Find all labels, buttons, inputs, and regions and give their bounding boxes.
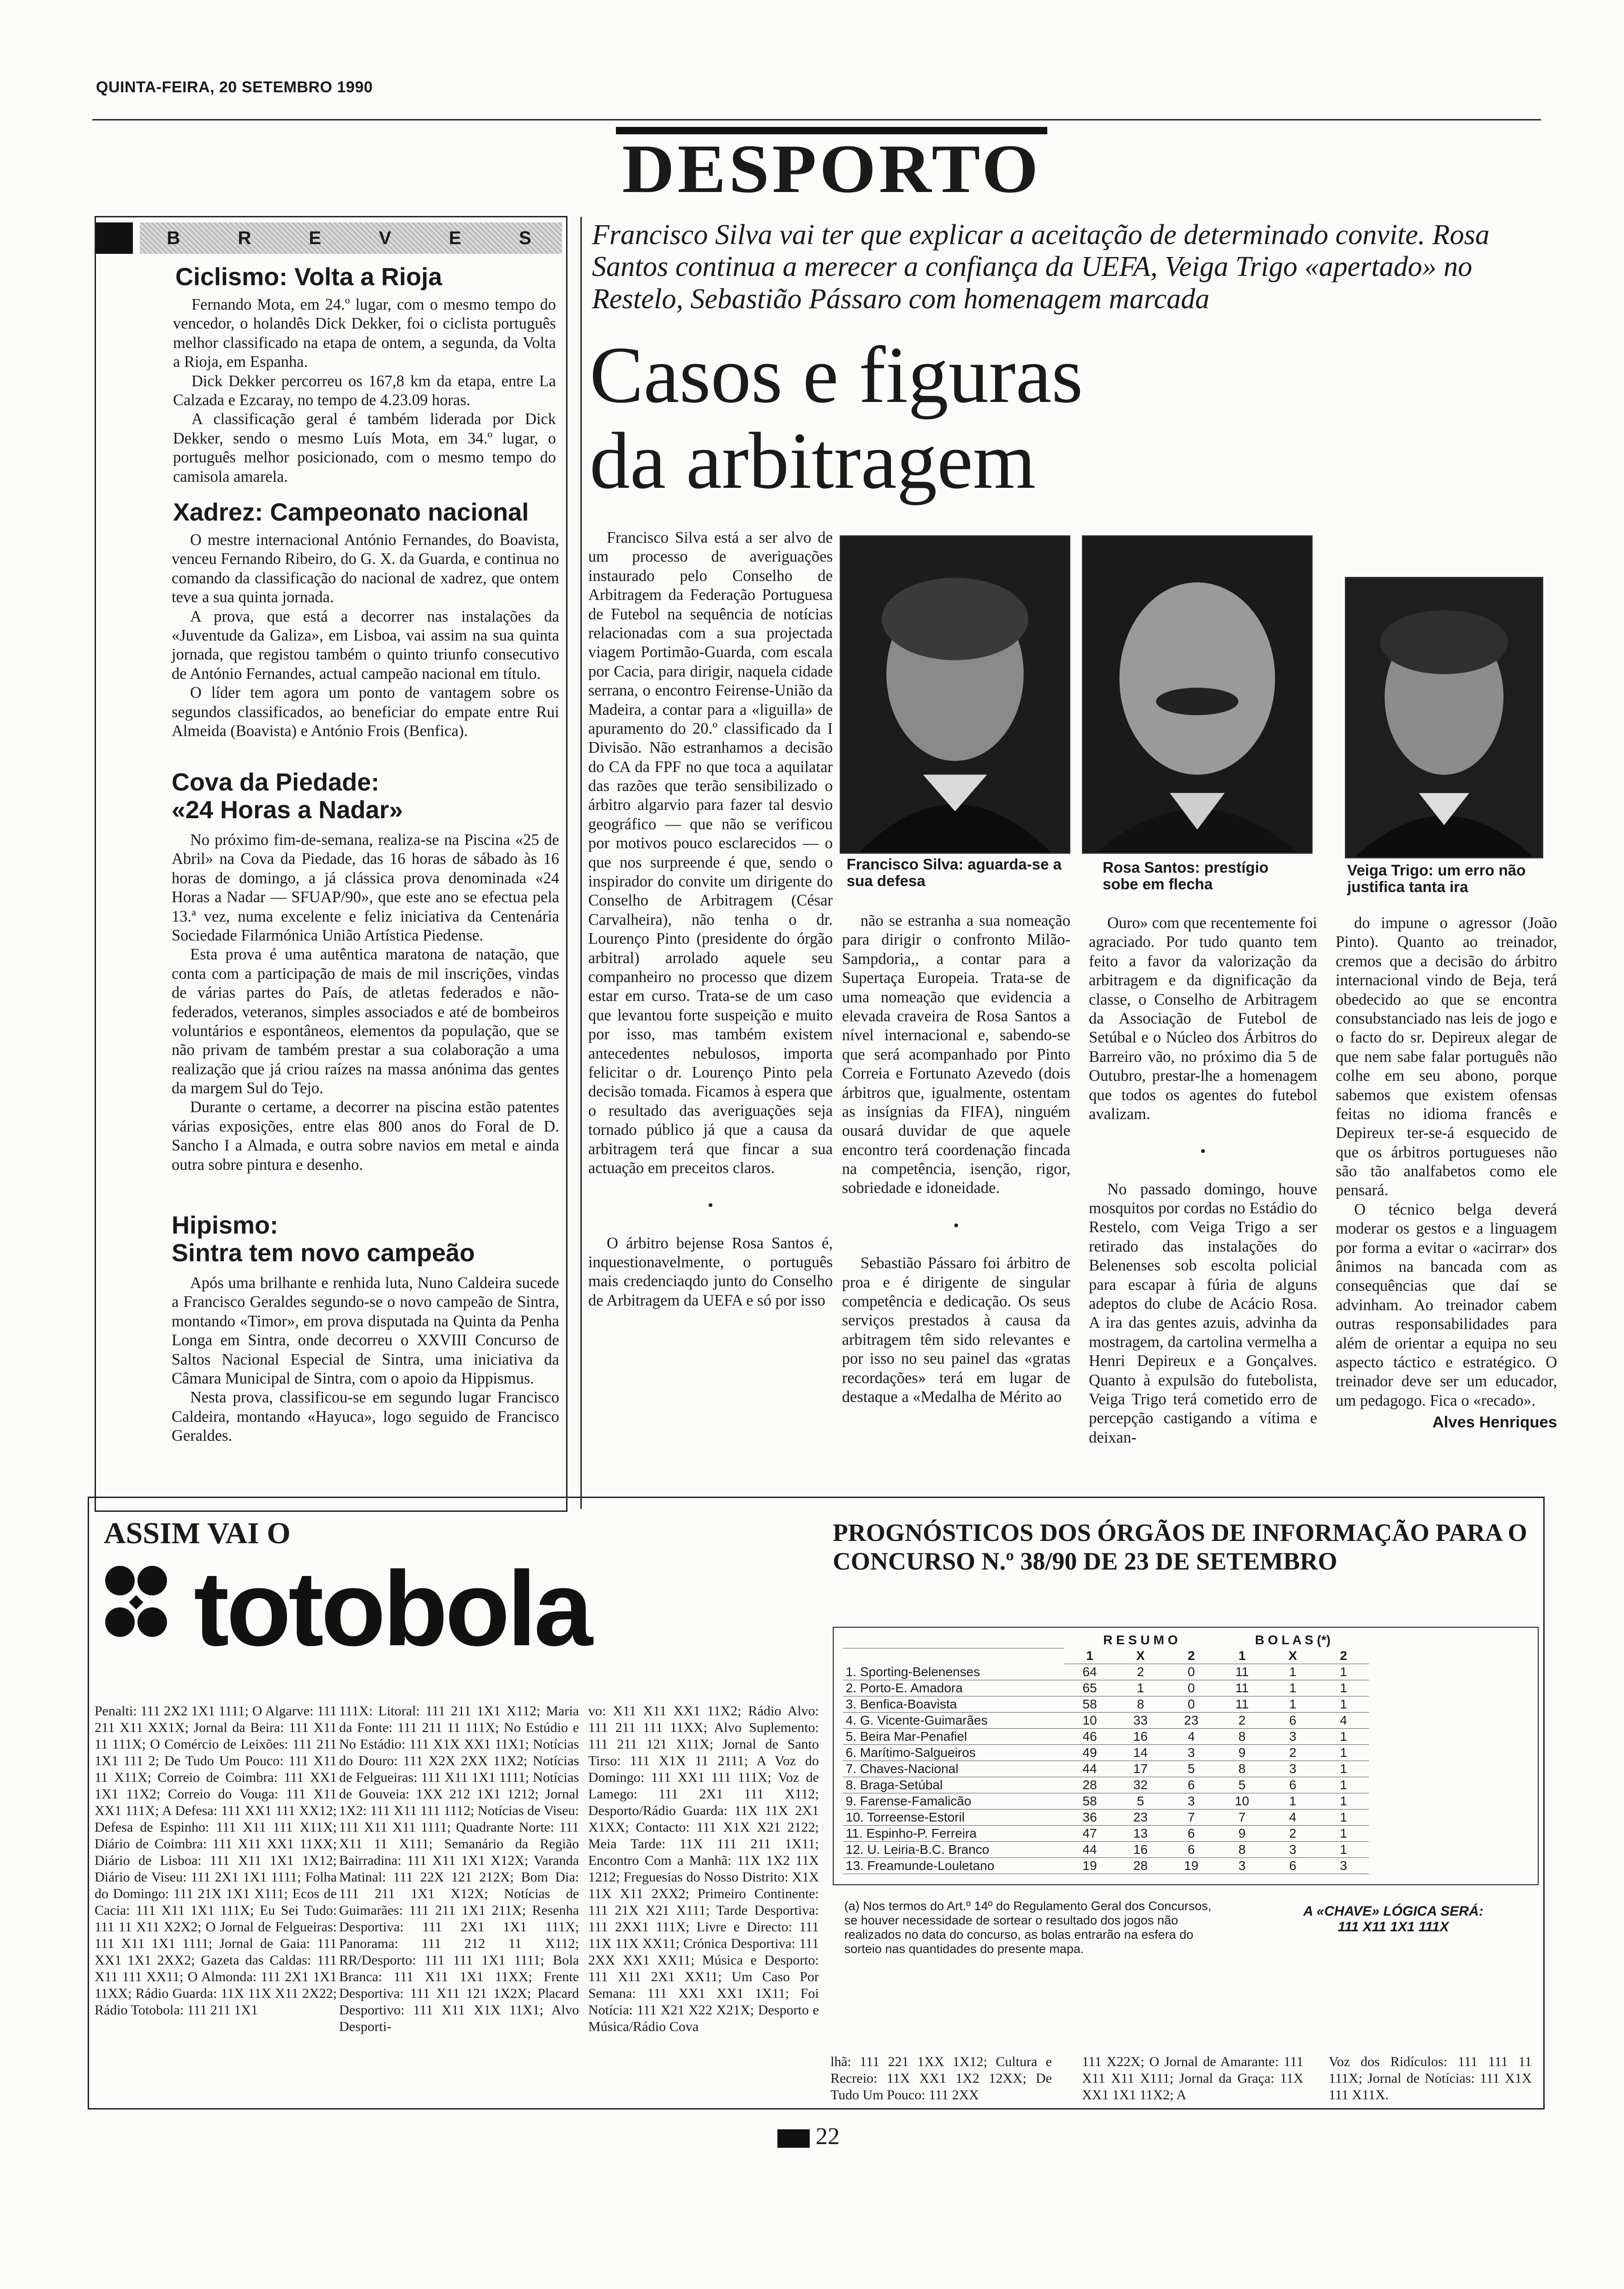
table-cell-value: 7 [1166,1810,1217,1826]
table-cell-value: 46 [1064,1729,1115,1745]
table-cell-value: 58 [1064,1696,1115,1713]
table-cell-value: 14 [1115,1745,1166,1761]
breves-banner [96,222,565,254]
table-col-header: X [1115,1648,1166,1664]
banner-letter: E [449,228,465,248]
brief-title-line: «24 Horas a Nadar» [172,796,403,824]
table-cell-value: 5 [1166,1761,1217,1777]
table-cell-team: 4. G. Vicente-Guimarães [843,1713,1064,1729]
table-cell-value: 1 [1318,1793,1369,1810]
headline-line: Casos e figuras [590,330,1083,419]
table-cell-value: 32 [1115,1777,1166,1793]
table-row [843,1680,1369,1696]
brief-body-xadrez [172,531,559,741]
table-cell-value: 7 [1217,1810,1267,1826]
table-cell-value: 8 [1217,1842,1267,1858]
chave-value: 111 X11 1X1 111X [1337,1919,1449,1935]
brief-body-hipismo [172,1274,559,1446]
listing-col-b: 111X: Litoral: 111 211 1X1 X112; Maria da Fonte: 111 211 11 111X; No Estúdio e No Estádio: 111 X1X XX1 11X1; Notícias do Douro: 111 X2X 2XX 11X2; Notícias de Felgueiras: 111 X11 1X1 1111; Notícias de Gouveia: 1XX 212 1X1 1212; Jornal 1X2: 111 X11 111 1112; Notícias de Viseu: 111 X11 X11 1111; Quadrante Norte: 111 X11 11 X111; Semanário da Região Bairradina: 111 X11 1X1 X12X; Varanda Matinal: 111 22X 121 212X; Bom Dia: 111 211 1X1 X12X; Notícias de Guimarães: 111 211 1X1 211X; Resenha Desportiva: 111 2X1 1X1 111X; Panorama: 111 212 11 X112; RR/Desporto: 111 111 1X1 1111; Bola Branca: 111 X11 1X1 11XX; Frente Desportiva: 111 X11 121 1X2X; Placard Desportivo: 111 X11 X1X 11X1; Alvo Desporti- [339,1703,579,2034]
brief-paragraph: Nesta prova, classificou-se em segundo lugar Francisco Caldeira, montando «Hayuca», logo seguido de Francisco Geraldes. [172,1389,559,1445]
table-cell-value: 0 [1166,1680,1217,1696]
banner-letter: B [167,228,184,248]
photo-caption: Francisco Silva: aguarda-se a sua defesa [847,856,1062,890]
separator-dot: • [707,1197,714,1215]
table-row [843,1664,1369,1680]
banner-letter: S [519,228,535,248]
table-cell-value: 1 [1318,1696,1369,1713]
totobola-logo [102,1553,775,1664]
column-divider [580,217,582,1509]
table-cell-team: 7. Chaves-Nacional [843,1761,1064,1777]
table-cell-value: 44 [1064,1842,1115,1858]
table-cell-value: 16 [1115,1729,1166,1745]
table-cell-value: 1 [1318,1761,1369,1777]
table-cell-value: 0 [1166,1664,1217,1680]
section-title [616,127,1047,205]
prognosticos-rows [843,1664,1369,1874]
separator-dot: • [1200,1143,1206,1161]
table-cell-value: 6 [1166,1842,1217,1858]
photo-caption: Rosa Santos: prestígio sobe em flecha [1103,859,1269,893]
table-cell-value: 58 [1064,1793,1115,1810]
article-paragraph: O técnico belga deverá moderar os gestos e a linguagem por forma a evitar o «acirrar» dos ânimos na bancada com as consequências que daí se advinham. Ao treinador cabem outras responsabilidades para além de orientar a equipa no seu aspecto táctico e estratégico. O treinador deve ser um educador, um pedagogo. Fica o «recado». [1336,1200,1557,1409]
listing-col-f: Voz dos Ridículos: 111 111 11 111X; Jornal de Notícias: 111 X1X 111 X11X. [1329,2054,1532,2103]
table-cell-value: 64 [1064,1664,1115,1680]
prognosticos-table-box [833,1627,1539,1885]
table-cell-value: 17 [1115,1761,1166,1777]
table-row [843,1793,1369,1810]
table-cell-value: 1 [1267,1696,1318,1713]
table-cell-value: 8 [1115,1696,1166,1713]
table-cell-value: 65 [1064,1680,1115,1696]
table-cell-value: 1 [1318,1777,1369,1793]
table-cell-value: 3 [1166,1793,1217,1810]
table-cell-value: 16 [1115,1842,1166,1858]
table-row [843,1761,1369,1777]
table-cell-value: 1 [1267,1793,1318,1810]
table-cell-value: 6 [1267,1858,1318,1874]
table-cell-value: 1 [1318,1826,1369,1842]
table-cell-value: 8 [1217,1761,1267,1777]
table-cell-value: 4 [1267,1810,1318,1826]
table-row [843,1810,1369,1826]
photo-rosa-santos [1082,535,1313,854]
article-paragraph: Ouro» com que recentemente foi agraciado. Por tudo quanto tem feito a favor da valorização da arbitragem e da dignificação da classe, o Conselho de Arbitragem da Associação de Futebol de Setúbal e o Núcleo dos Árbitros do Barreiro vão, no próximo dia 5 de Outubro, prestar-lhe a homenagem que todos os agentes do futebol avalizam. [1089,914,1317,1123]
brief-paragraph: Dick Dekker percorreu os 167,8 km da etapa, entre La Calzada e Ezcaray, no tempo de 4.23.09 horas. [173,372,556,409]
table-cell-team: 1. Sporting-Belenenses [843,1664,1064,1680]
table-row [843,1745,1369,1761]
article-col-3 [1089,914,1317,1447]
brief-title-line: Hipismo: [172,1211,279,1239]
brief-paragraph: Durante o certame, a decorrer na piscina estão patentes várias exposições, entre elas 800 anos do Foral de D. Sancho I a Almada, e outra sobre navios em metal e ainda outra sobre pintura e desenho. [172,1098,559,1174]
table-cell-value: 1 [1115,1680,1166,1696]
table-cell-value: 3 [1267,1729,1318,1745]
table-col-header: 1 [1064,1648,1115,1664]
dn-logo-icon [777,2129,810,2148]
table-cell-value: 4 [1318,1713,1369,1729]
table-row [843,1842,1369,1858]
table-cell-value: 1 [1267,1680,1318,1696]
table-cell-value: 1 [1318,1729,1369,1745]
photo-francisco-silva [840,535,1070,854]
brief-paragraph: Após uma brilhante e renhida luta, Nuno Caldeira sucede a Francisco Geraldes segundo-se o novo campeão de Sintra, montando «Timor», em prova disputada na Quinta da Penha Longa em Sintra, onde decorreu o XXVIII Concurso de Saltos Nacional Especial de Sintra, uma iniciativa da Câmara Municipal de Sintra, com o apoio da Hippismus. [172,1274,559,1387]
table-row [843,1729,1369,1745]
banner-letter: V [379,228,395,248]
photo-caption: Veiga Trigo: um erro não justifica tanta ira [1347,862,1526,896]
table-cell-value: 3 [1267,1842,1318,1858]
table-col-header: 1 [1217,1648,1267,1664]
brief-title-line: Cova da Piedade: [172,768,380,796]
portrait-icon [1083,536,1312,853]
table-row [843,1713,1369,1729]
table-cell-value: 2 [1217,1713,1267,1729]
table-cell-value: 2 [1267,1745,1318,1761]
table-cell-team: 5. Beira Mar-Penafiel [843,1729,1064,1745]
brief-title-hipismo [172,1211,559,1267]
brief-paragraph: Esta prova é uma autêntica maratona de natação, que conta com a participação de mais de mil inscrições, vindas de várias partes do País, de atletas federados e não-federados, veteranos, simples associados e até de bombeiros voluntários e espontâneos, elementos da população, que se não privam de também prestar a sua colaboração a uma realização que já criou raízes na massa anónima das gentes da margem Sul do Tejo. [172,946,559,1097]
article-col-4 [1336,914,1557,1432]
table-cell-value: 1 [1318,1680,1369,1696]
table-cell-value: 49 [1064,1745,1115,1761]
table-cell-value: 11 [1217,1664,1267,1680]
prognosticos-table [843,1632,1369,1874]
table-cell-team: 8. Braga-Setúbal [843,1777,1064,1793]
table-cell-value: 9 [1217,1745,1267,1761]
table-cell-team: 9. Farense-Famalicão [843,1793,1064,1810]
table-cell-value: 1 [1318,1842,1369,1858]
article-paragraph: O árbitro bejense Rosa Santos é, inquestionavelmente, o português mais credenciaqdo junto do Conselho de Arbitragem da UEFA e só por isso [588,1234,833,1309]
table-cell-value: 2 [1115,1664,1166,1680]
article-paragraph: Sebastião Pássaro foi árbitro de proa e é dirigente de singular competência e dedicação. Os seus serviços prestados à causa da arbitragem têm sido relevantes e por isso no seu painel das «gratas recordações» terá em lugar de destaque a «Medalha de Mérito ao [842,1254,1070,1406]
table-col-header: X [1267,1648,1318,1664]
table-cell-team: 10. Torreense-Estoril [843,1810,1064,1826]
chave-block [1246,1904,1541,1935]
table-cell-value: 44 [1064,1761,1115,1777]
portrait-icon [1346,578,1542,857]
table-cell-value: 1 [1318,1664,1369,1680]
footnote: (a) Nos termos do Art.º 14º do Regulamento Geral dos Concursos, se houver necessidade de sortear o resultado dos jogos não realizados no data do concurso, as bolas entrarão na esfera do sorteio nas quantidades do presente mapa. [844,1899,1212,1956]
table-cell-value: 19 [1166,1858,1217,1874]
table-cell-value: 11 [1217,1696,1267,1713]
article-lead: Francisco Silva vai ter que explicar a aceitação de determinado convite. Rosa Santos continua a merecer a confiança da UEFA, Veiga Trigo «apertado» no Restelo, Sebastião Pássaro com homenagem marcada [592,219,1490,315]
table-cell-value: 6 [1166,1777,1217,1793]
brief-body-cova [172,831,559,1174]
brief-title-cova [172,768,559,824]
table-cell-value: 1 [1318,1745,1369,1761]
listing-col-c: vo: X11 X11 XX1 11X2; Rádio Alvo: 111 211 111 11XX; Alvo Suplemento: 111 211 121 X11X; Jornal de Santo Tirso: 111 X1X 11 2111; A Voz do Domingo: 111 XX1 111 111X; Voz de Lamego: 111 2X1 111 X112; Desporto/Rádio Guarda: 11X 11X 2X1 X1XX; Contacto: 111 X1X X21 2122; Meia Tarde: 11X 111 211 1X11; Encontro Com a Manhã: 11X 1X2 11X 1212; Freguesias do Nosso Distrito: X1X 11X X11 2XX2; Primeiro Continente: 111 21X X21 X111; Tarde Desportiva: 111 2XX1 111X; Livre e Directo: 111 11X 11X XX11; Crónica Desportiva: 111 2XX XX1 XX11; Música e Desporto: 111 X11 2X1 XX11; Um Caso Por Semana: 111 XX1 XX1 1X11; Foi Notícia: 111 X21 X22 X21X; Desporto e Música/Rádio Cova [588,1703,819,2034]
brief-body-ciclismo [173,295,556,486]
brief-paragraph: Fernando Mota, em 24.º lugar, com o mesmo tempo do vencedor, o holandês Dick Dekker, foi o ciclista português melhor classificado na etapa de ontem, a segunda, da Volta a Rioja, em Espanha. [173,296,556,371]
table-cell-team: 13. Freamunde-Louletano [843,1858,1064,1874]
table-cell-value: 9 [1217,1826,1267,1842]
table-col-header: 2 [1318,1648,1369,1664]
table-cell-value: 11 [1217,1680,1267,1696]
table-cell-value: 2 [1267,1826,1318,1842]
table-cell-value: 6 [1267,1713,1318,1729]
article-col-1 [588,528,833,1310]
page-number-block [777,2123,840,2150]
table-cell-value: 10 [1064,1713,1115,1729]
table-cell-team: 12. U. Leiria-B.C. Branco [843,1842,1064,1858]
table-cell-value: 33 [1115,1713,1166,1729]
table-cell-value: 4 [1166,1729,1217,1745]
header-rule [92,119,1541,120]
table-cell-value: 1 [1318,1810,1369,1826]
prognosticos-title: PROGNÓSTICOS DOS ÓRGÃOS DE INFORMAÇÃO PARA O CONCURSO N.º 38/90 DE 23 DE SETEMBRO [833,1519,1528,1576]
table-cell-value: 28 [1115,1858,1166,1874]
table-group-resumo: R E S U M O [1103,1633,1178,1647]
table-cell-team: 2. Porto-E. Amadora [843,1680,1064,1696]
portrait-icon [841,536,1069,853]
brief-paragraph: No próximo fim-de-semana, realiza-se na Piscina «25 de Abril» na Cova da Piedade, das 16 horas de sábado às 16 horas de domingo, a já clássica prova denominada «24 Horas a Nadar — SFUAP/90», que este ano se efectua pela 13.ª vez, numa excelente e feliz iniciativa da Centenária Sociedade Filarmónica União Artística Piedense. [172,831,559,944]
table-cell-value: 23 [1166,1713,1217,1729]
table-cell-value: 3 [1267,1761,1318,1777]
brief-paragraph: A classificação geral é também liderada por Dick Dekker, sendo o mesmo Luís Mota, em 34.º lugar, o português melhor posicionado, com o mesmo tempo do camisola amarela. [173,410,556,485]
article-col-2 [842,911,1070,1407]
table-cell-team: 11. Espinho-P. Ferreira [843,1826,1064,1842]
table-cell-team: 6. Marítimo-Salgueiros [843,1745,1064,1761]
banner-letter: E [309,228,325,248]
table-cell-value: 5 [1115,1793,1166,1810]
chave-label: A «CHAVE» LÓGICA SERÁ: [1303,1904,1484,1919]
table-cell-value: 1 [1267,1664,1318,1680]
article-paragraph: No passado domingo, houve mosquitos por cordas no Estádio do Restelo, com Veiga Trigo a ser retirado das instalações do Belenenses sob escolta policial para escapar à fúria de alguns adeptos do clube de Acácio Rosa. A ira das gentes azuis, advinha da mostragem, da cartolina vermelha a Henri Depireux e a Gonçalves. Quanto à expulsão do futebolista, Veiga Trigo terá cometido erro de percepção castigando a vítima e deixan- [1089,1180,1317,1446]
header-date: QUINTA-FEIRA, 20 SETEMBRO 1990 [96,78,373,96]
section-title-text: DESPORTO [622,131,1041,207]
banner-block [96,222,133,254]
banner-letters [140,222,562,254]
article-paragraph: do impune o agressor (João Pinto). Quanto ao treinador, cremos que a decisão do árbitro internacional vindo de Beja, terá obedecido ao que se encontra consubstanciado nas leis de jogo e o facto do sr. Depireux alegar de que nem sabe falar português não colhe em seu abono, porque sabemos que existem ofensas feitas no idioma francês e Depireux ter-se-á esquecido de que os árbitros portugueses não são tão analfabetos como ele pensará. [1336,914,1557,1199]
totobola-assim: ASSIM VAI O [104,1516,291,1550]
brief-title-line: Sintra tem novo campeão [172,1239,475,1267]
brief-paragraph: O líder tem agora um ponto de vantagem sobre os segundos classificados, ao beneficiar do empate entre Rui Almeida (Boavista) e António Frois (Benfica). [172,684,559,740]
brief-paragraph: O mestre internacional António Fernandes, do Boavista, venceu Fernando Ribeiro, do G. X. da Guarda, e continua no comando da classificação do nacional de xadrez, que ontem teve a sua quinta jornada. [172,531,559,606]
separator-dot: • [953,1216,959,1234]
totobola-logo-icon [102,1553,775,1664]
table-group-bolas: B O L A S (*) [1255,1633,1331,1647]
table-cell-value: 28 [1064,1777,1115,1793]
totobola-logo-text: totobola [194,1553,590,1664]
table-cell-team: 3. Benfica-Boavista [843,1696,1064,1713]
table-cell-value: 8 [1217,1729,1267,1745]
table-cell-value: 19 [1064,1858,1115,1874]
table-cell-value: 6 [1166,1826,1217,1842]
brief-paragraph: A prova, que está a decorrer nas instalações da «Juventude da Galiza», em Lisboa, vai assim na sua quinta jornada, que registou também o quinto triunfo consecutivo de António Fernandes, actual campeão nacional em título. [172,607,559,683]
table-row [843,1858,1369,1874]
table-col-header: 2 [1166,1648,1217,1664]
article-paragraph: não se estranha a sua nomeação para dirigir o confronto Milão-Sampdoria,, a contar para a Supertaça Europeia. Trata-se de uma nomeação que evidencia a elevada craveira de Rosa Santos a nível internacional e, sabendo-se que será acompanhado por Pinto Correia e Fortunato Azevedo (dois árbitros que, igualmente, ostentam as insígnias da FIFA), ninguém ousará duvidar de que aquele encontro terá coordenação fincada na competência, isenção, rigor, sobriedade e idoneidade. [842,912,1070,1197]
table-cell-value: 10 [1217,1793,1267,1810]
table-cell-value: 36 [1064,1810,1115,1826]
headline-line: da arbitragem [590,415,1036,505]
table-row [843,1826,1369,1842]
table-cell-value: 6 [1267,1777,1318,1793]
article-byline: Alves Henriques [1432,1414,1557,1432]
article-headline [590,332,1236,503]
table-cell-value: 5 [1217,1777,1267,1793]
brief-title-ciclismo: Ciclismo: Volta a Rioja [175,263,442,291]
photo-veiga-trigo [1345,577,1543,858]
table-row [843,1777,1369,1793]
banner-letter: R [238,228,255,248]
article-paragraph: Francisco Silva está a ser alvo de um processo de averiguações instaurado pelo Conselho de Arbitragem da Federação Portuguesa de Futebol na sequência de notícias relacionadas com a sua projectada viagem Portimão-Guarda, com escala por Cacia, para dirigir, naquela cidade serrana, o encontro Feirense-União da Madeira, a contar para a «liguilla» de apuramento do 20.º classificado da I Divisão. Não estranhamos a decisão do CA da FPF no que toca a aquilatar das razões que terão sensibilizado o árbitro algarvio para fazer tal desvio geográfico — que não se verificou por motivos pouco esclarecidos — o que nos surpreende é que, sendo o inspirador do convite um dirigente do Conselho de Arbitragem (César Carvalheira), não tenha o dr. Lourenço Pinto (presidente do órgão arbitral) arrolado aquele seu companheiro no processo que dizem estar em curso. Trata-se de um caso que levantou forte suspeição e muito por isso, mas também existem antecedentes nebulosos, importa felicitar o dr. Lourenço Pinto pela decisão tomada. Ficamos à espera que o resultado das averiguações seja tornado público já que a causa da arbitragem terá que fincar a sua actuação em preceitos claros. [588,529,833,1177]
table-cell-value: 13 [1115,1826,1166,1842]
listing-col-a: Penalti: 111 2X2 1X1 1111; O Algarve: 111 211 X11 XX1X; Jornal da Beira: 111 X11 11 111X; O Comércio de Leixões: 111 211 1X1 111 2; De Tudo Um Pouco: 111 X11 11 X11X; Correio de Coimbra: 111 XX1 1X1 11X2; Correio do Vouga: 111 X11 XX1 111X; A Defesa: 111 XX1 111 XX12; Defesa de Espinho: 111 X11 111 X11X; Diário de Coimbra: 111 X11 XX1 11XX; Diário de Lisboa: 111 X11 1X1 1X12; Diário de Viseu: 111 2X1 1X1 1111; Folha do Domingo: 111 21X 1X1 X111; Ecos de Cacia: 111 X11 1X1 111X; Eu Sei Tudo: 111 11 X11 X2X2; O Jornal de Felgueiras: 111 X11 1X1 1111; Jornal de Gaia: 111 XX1 1X1 2XX2; Gazeta das Caldas: 111 X11 111 XX11; O Almonda: 111 2X1 1X1 11XX; Rádio Guarda: 11X 11X X11 2X22; Rádio Totobola: 111 211 1X1 [95,1703,337,2018]
table-cell-value: 23 [1115,1810,1166,1826]
table-cell-value: 3 [1217,1858,1267,1874]
table-cell-value: 47 [1064,1826,1115,1842]
table-row [843,1696,1369,1713]
listing-col-e: 111 X22X; O Jornal de Amarante: 111 X11 X11 X111; Jornal da Graça: 11X XX1 1X1 11X2; A [1082,2054,1303,2103]
table-cell-value: 3 [1166,1745,1217,1761]
page-number: 22 [816,2123,840,2150]
listing-col-d: lhã: 111 221 1XX 1X12; Cultura e Recreio: 11X XX1 1X2 12XX; De Tudo Um Pouco: 111 2XX [830,2054,1052,2103]
table-cell-value: 0 [1166,1696,1217,1713]
brief-title-xadrez: Xadrez: Campeonato nacional [173,498,529,526]
table-cell-value: 3 [1318,1858,1369,1874]
